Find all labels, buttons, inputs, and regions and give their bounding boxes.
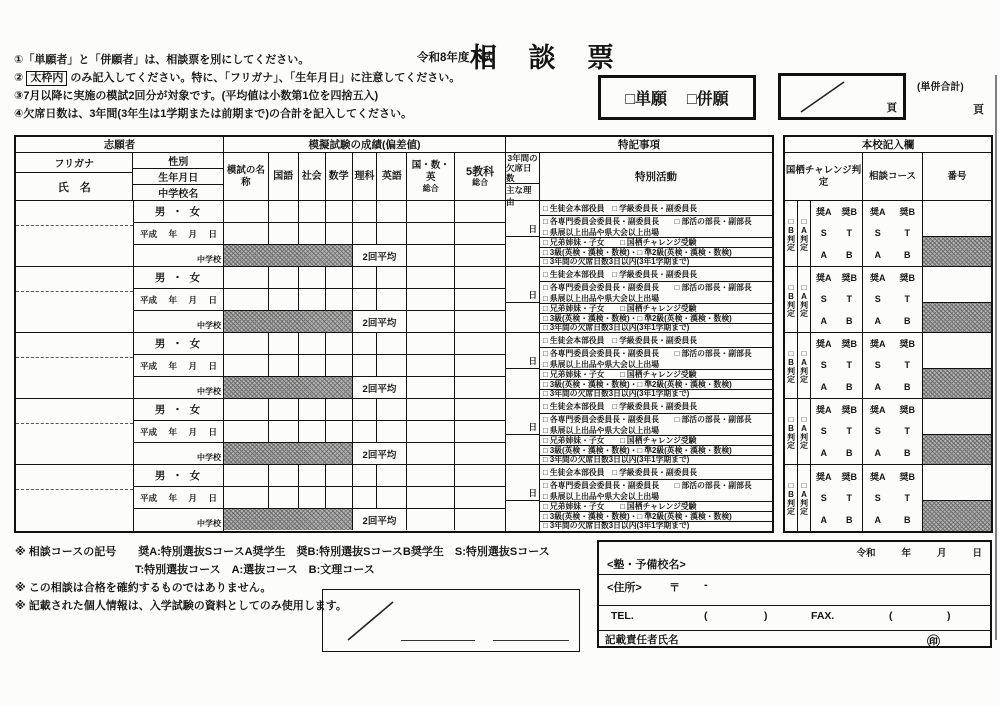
- instruction-line-2: ② 太枠内 のみ記入してください。特に、「フリガナ」、「生年月日」に注意してください。: [14, 72, 461, 84]
- checklist-item[interactable]: □ 各専門委員会委員長・副委員長 □ 部活の部長・副部長: [543, 217, 752, 226]
- challenge-judgement-options[interactable]: 奨A 奨B S T A B: [811, 201, 863, 266]
- a-judgement-checkbox[interactable]: □A判定: [798, 267, 811, 332]
- mock-score-cell[interactable]: [269, 421, 299, 442]
- mock-exam-section-header: 模擬試験の成績(偏差値): [224, 137, 506, 152]
- postal-mark: 〒: [669, 582, 680, 594]
- b-judgement-checkbox[interactable]: □B判定: [785, 333, 798, 398]
- furigana-header: フリガナ: [16, 153, 132, 173]
- mock-score-cell[interactable]: [353, 421, 378, 442]
- mock-score-cell[interactable]: [326, 267, 353, 288]
- mock-score-cell[interactable]: [299, 421, 326, 442]
- day-unit-label: 日: [528, 224, 537, 234]
- cram-school-name-field[interactable]: <塾・予備校名>: [607, 559, 686, 571]
- mock-score-cell[interactable]: [407, 201, 455, 222]
- school-use-row: [785, 333, 991, 399]
- mock-score-cell[interactable]: [377, 355, 407, 376]
- day-unit-label: 日: [528, 422, 537, 432]
- slash-mark: [781, 76, 903, 117]
- mock-score-cell[interactable]: [269, 355, 299, 376]
- blank-underline[interactable]: [493, 640, 569, 641]
- gender-select-cell[interactable]: 男 ・ 女: [134, 333, 223, 355]
- applicant-row: [16, 399, 772, 465]
- era-label: 平成: [140, 426, 158, 437]
- mock-name-cell[interactable]: [224, 487, 269, 508]
- checklist-item[interactable]: □ 県展以上出品や県大会以上出場: [543, 360, 660, 369]
- birthdate-cell[interactable]: 平成 年 月 日: [134, 487, 223, 509]
- mock-score-cell[interactable]: [353, 201, 378, 222]
- mock-score-cell[interactable]: [269, 201, 299, 222]
- instruction-line-1: ①「単願者」と「併願者」は、相談票を別にしてください。: [14, 54, 310, 66]
- day-unit-label: 日: [528, 488, 537, 498]
- footnote-course-legend: ※ 相談コースの記号 奨A:特別選抜SコースA奨学生 奨B:特別選抜SコースB奨学生 S:特別選抜Sコース: [15, 546, 550, 558]
- hatched-cell: [224, 377, 353, 398]
- checklist-item[interactable]: □ 3年間の欠席日数3日以内(3年1学期まで): [543, 324, 690, 332]
- checklist-item[interactable]: □ 兄弟姉妹・子女 □ 国栖チャレンジ受験: [540, 436, 772, 446]
- mock-score-cell[interactable]: [299, 223, 326, 244]
- average-score-cell[interactable]: [455, 443, 505, 464]
- special-activities-checklist: [540, 399, 772, 464]
- mock-score-cell[interactable]: [299, 487, 326, 508]
- school-use-row: [785, 201, 991, 267]
- mock-name-cell[interactable]: [224, 289, 269, 310]
- school-use-section-header: 本校記入欄: [861, 139, 915, 151]
- school-suffix-label: 中学校: [197, 321, 221, 330]
- instruction-line-4: ④欠席日数は、3年間(3年生は1学期または前期まで)の合計を記入してください。: [14, 108, 412, 120]
- heigan-checkbox[interactable]: □併願: [687, 91, 729, 108]
- average-score-cell[interactable]: [407, 443, 455, 464]
- mock-score-cell[interactable]: [299, 465, 326, 486]
- fax-field[interactable]: FAX.: [811, 610, 835, 622]
- birthdate-cell[interactable]: 平成 年 月 日: [134, 223, 223, 245]
- tel-field[interactable]: TEL.: [611, 610, 634, 622]
- checklist-item[interactable]: □ 生徒会本部役員 □ 学級委員長・副委員長: [540, 333, 772, 348]
- number-cell[interactable]: [923, 333, 991, 369]
- page-title: 相 談 票: [470, 43, 627, 73]
- applicant-name-cell[interactable]: [16, 399, 134, 464]
- school-use-rows: [785, 201, 991, 531]
- main-reason-header: 主な理由: [506, 185, 532, 207]
- checklist-item[interactable]: □ 兄弟姉妹・子女 □ 国栖チャレンジ受験: [540, 304, 772, 314]
- number-cell[interactable]: [923, 267, 991, 303]
- footnote-course-legend-2: T:特別選抜コース A:選抜コース B:文理コース: [135, 564, 375, 576]
- absence-reason-cell[interactable]: [506, 303, 539, 332]
- school-name-cell[interactable]: [134, 245, 223, 266]
- exam-year-label: 令和8年度入試: [417, 52, 493, 64]
- applicant-table: [14, 135, 774, 533]
- mock-score-cell[interactable]: [407, 333, 455, 354]
- mock-score-cell[interactable]: [407, 465, 455, 486]
- a-judgement-checkbox[interactable]: □A判定: [798, 465, 811, 531]
- hatched-cell: [923, 501, 991, 531]
- special-activities-checklist: [540, 465, 772, 531]
- mock-score-cell[interactable]: [407, 421, 455, 442]
- era-label: 平成: [140, 492, 158, 503]
- mock-score-cell[interactable]: [377, 487, 407, 508]
- special-activities-checklist: [540, 333, 772, 398]
- a-judgement-checkbox[interactable]: □A判定: [798, 201, 811, 266]
- b-judgement-checkbox[interactable]: □B判定: [785, 399, 798, 464]
- furigana-divider: [16, 357, 133, 358]
- mock-name-cell[interactable]: [224, 399, 269, 420]
- applicant-name-cell[interactable]: [16, 465, 134, 531]
- mock-score-cell[interactable]: [326, 421, 353, 442]
- applicant-name-cell[interactable]: [16, 267, 134, 332]
- mock-score-cell[interactable]: [353, 465, 378, 486]
- checklist-item[interactable]: □ 県展以上出品や県大会以上出場: [543, 294, 660, 303]
- subject-header-english: 英語: [377, 153, 407, 200]
- a-judgement-checkbox[interactable]: □A判定: [798, 333, 811, 398]
- school-name-cell[interactable]: [134, 377, 223, 398]
- absence-days-cell[interactable]: [506, 201, 539, 237]
- special-activities-checklist: [540, 267, 772, 332]
- number-cell[interactable]: [923, 399, 991, 435]
- consult-course-options[interactable]: 奨A 奨B S T A B: [863, 333, 923, 398]
- mock-score-cell[interactable]: [353, 223, 378, 244]
- mock-name-cell[interactable]: [224, 355, 269, 376]
- checklist-item[interactable]: □ 生徒会本部役員 □ 学級委員長・副委員長: [540, 399, 772, 414]
- blank-underline[interactable]: [401, 640, 475, 641]
- mock-score-cell[interactable]: [299, 201, 326, 222]
- mock-score-cell[interactable]: [455, 333, 505, 354]
- mock-score-cell[interactable]: [407, 289, 455, 310]
- mock-score-cell[interactable]: [299, 289, 326, 310]
- mock-score-cell[interactable]: [326, 223, 353, 244]
- consult-course-options[interactable]: 奨A 奨B S T A B: [863, 201, 923, 266]
- gender-header: 性別: [133, 153, 223, 169]
- applicant-rows: [16, 201, 772, 531]
- school-suffix-label: 中学校: [197, 519, 221, 528]
- absence-days-cell[interactable]: [506, 267, 539, 303]
- absence-days-header: 3年間の 欠席日数: [506, 153, 538, 183]
- mock-score-cell[interactable]: [407, 223, 455, 244]
- mock-score-cell[interactable]: [299, 355, 326, 376]
- mock-score-cell[interactable]: [269, 223, 299, 244]
- hatched-cell: [224, 509, 353, 530]
- school-use-row: [785, 465, 991, 531]
- consult-course-options[interactable]: 奨A 奨B S T A B: [863, 465, 923, 531]
- birthdate-cell[interactable]: 平成 年 月 日: [134, 355, 223, 377]
- mock-name-header: 模試の名称: [224, 153, 269, 200]
- gender-select-cell[interactable]: 男 ・ 女: [134, 465, 223, 487]
- name-header: 氏 名: [57, 181, 91, 194]
- school-name-cell[interactable]: [134, 311, 223, 332]
- applicant-row: [16, 333, 772, 399]
- day-unit-label: 日: [528, 356, 537, 366]
- mock-score-grid: [224, 201, 506, 266]
- combined-total-label: (単併合計): [917, 82, 964, 93]
- furigana-divider: [16, 489, 133, 490]
- applicant-row: [16, 267, 772, 333]
- average-score-cell[interactable]: [455, 311, 505, 332]
- hatched-cell: [923, 435, 991, 464]
- mock-score-cell[interactable]: [455, 399, 505, 420]
- hatched-cell: [923, 237, 991, 266]
- furigana-divider: [16, 225, 133, 226]
- footnote-privacy: ※ 記載された個人情報は、入学試験の資料としてのみ使用します。: [15, 600, 347, 612]
- average-label-cell: 2回平均: [353, 311, 408, 332]
- mock-score-grid: [224, 399, 506, 464]
- consult-course-options[interactable]: 奨A 奨B S T A B: [863, 399, 923, 464]
- special-activities-checklist: [540, 201, 772, 266]
- subject-header-science: 理科: [353, 153, 378, 200]
- checklist-item[interactable]: □ 兄弟姉妹・子女 □ 国栖チャレンジ受験: [540, 238, 772, 248]
- instruction-line-3: ③7月以降に実施の模試2回分が対象です。(平均値は小数第1位を四捨五入): [14, 90, 379, 102]
- challenge-judgement-header: 国栖チャレンジ判定: [785, 153, 863, 200]
- number-cell[interactable]: [923, 465, 991, 501]
- checklist-item[interactable]: □ 兄弟姉妹・子女 □ 国栖チャレンジ受験: [540, 370, 772, 380]
- checklist-item[interactable]: □ 3年間の欠席日数3日以内(3年1学期まで): [543, 522, 690, 530]
- checklist-item[interactable]: □ 各専門委員会委員長・副委員長 □ 部活の部長・副部長: [543, 415, 752, 424]
- applicant-row: [16, 465, 772, 531]
- special-activities-header: 特別活動: [635, 171, 677, 183]
- seal-icon: ㊞: [926, 634, 940, 649]
- b-judgement-checkbox[interactable]: □B判定: [785, 267, 798, 332]
- tandoku-checkbox[interactable]: □単願: [625, 91, 667, 108]
- average-score-cell[interactable]: [407, 509, 455, 530]
- mock-score-cell[interactable]: [326, 465, 353, 486]
- number-header: 番号: [947, 170, 967, 182]
- gender-select-cell[interactable]: 男 ・ 女: [134, 201, 223, 223]
- era-label: 平成: [140, 228, 158, 239]
- gender-select-cell[interactable]: 男 ・ 女: [134, 267, 223, 289]
- mock-score-cell[interactable]: [299, 333, 326, 354]
- era-label: 平成: [140, 360, 158, 371]
- average-label-cell: 2回平均: [353, 245, 408, 266]
- mock-score-cell[interactable]: [377, 399, 407, 420]
- mock-name-cell[interactable]: [224, 223, 269, 244]
- consult-course-options[interactable]: 奨A 奨B S T A B: [863, 267, 923, 332]
- school-suffix-label: 中学校: [197, 387, 221, 396]
- challenge-judgement-options[interactable]: 奨A 奨B S T A B: [811, 399, 863, 464]
- mock-score-cell[interactable]: [353, 487, 378, 508]
- mock-score-cell[interactable]: [353, 399, 378, 420]
- mock-score-cell[interactable]: [455, 223, 505, 244]
- average-score-cell[interactable]: [407, 311, 455, 332]
- mock-score-cell[interactable]: [353, 355, 378, 376]
- mock-score-cell[interactable]: [353, 333, 378, 354]
- responsible-person-field[interactable]: 記載責任者氏名: [605, 634, 679, 646]
- school-name-cell[interactable]: [134, 443, 223, 464]
- mock-score-cell[interactable]: [407, 267, 455, 288]
- applicant-name-cell[interactable]: [16, 201, 134, 266]
- hatched-cell: [923, 303, 991, 332]
- mock-score-cell[interactable]: [377, 223, 407, 244]
- scan-artifact-line: [995, 75, 997, 640]
- mock-score-cell[interactable]: [455, 267, 505, 288]
- mock-score-cell[interactable]: [269, 399, 299, 420]
- mock-score-cell[interactable]: [269, 333, 299, 354]
- challenge-judgement-options[interactable]: 奨A 奨B S T A B: [811, 465, 863, 531]
- mock-score-cell[interactable]: [455, 355, 505, 376]
- checklist-item[interactable]: □ 各専門委員会委員長・副委員長 □ 部活の部長・副部長: [543, 283, 752, 292]
- mock-name-cell[interactable]: [224, 465, 269, 486]
- mock-name-cell[interactable]: [224, 267, 269, 288]
- mock-score-cell[interactable]: [377, 465, 407, 486]
- mock-score-cell[interactable]: [326, 355, 353, 376]
- address-field[interactable]: <住所> 〒 -: [599, 575, 990, 606]
- form-instructions: [14, 51, 460, 123]
- average-label-cell: 2回平均: [353, 377, 408, 398]
- page-unit-label: 頁: [886, 102, 897, 114]
- mock-score-cell[interactable]: [455, 465, 505, 486]
- mock-score-cell[interactable]: [326, 399, 353, 420]
- checklist-item[interactable]: □ 3級(英検・漢検・数検)・□ 準2級(英検・漢検・数検): [540, 248, 772, 258]
- era-label: 平成: [140, 294, 158, 305]
- school-header: 中学校名: [158, 189, 199, 200]
- mock-name-cell[interactable]: [224, 421, 269, 442]
- birthdate-cell[interactable]: 平成 年 月 日: [134, 421, 223, 443]
- mock-score-cell[interactable]: [353, 267, 378, 288]
- mock-score-cell[interactable]: [269, 487, 299, 508]
- checklist-item[interactable]: □ 県展以上出品や県大会以上出場: [543, 228, 660, 237]
- a-judgement-checkbox[interactable]: □A判定: [798, 399, 811, 464]
- mock-score-cell[interactable]: [353, 289, 378, 310]
- bold-frame-note: 太枠内: [26, 71, 67, 86]
- average-score-cell[interactable]: [455, 245, 505, 266]
- checklist-item[interactable]: □ 3級(英検・漢検・数検)・□ 準2級(英検・漢検・数検): [540, 314, 772, 324]
- average-score-cell[interactable]: [455, 509, 505, 530]
- subject-header-social: 社会: [299, 153, 326, 200]
- slash-mark: [323, 590, 423, 650]
- school-use-table: [783, 135, 993, 533]
- mock-score-cell[interactable]: [326, 201, 353, 222]
- mock-score-cell[interactable]: [455, 201, 505, 222]
- checklist-item[interactable]: □ 各専門委員会委員長・副委員長 □ 部活の部長・副部長: [543, 349, 752, 358]
- consult-course-header: 相談コース: [863, 153, 923, 200]
- checklist-item[interactable]: □ 生徒会本部役員 □ 学級委員長・副委員長: [540, 267, 772, 282]
- absence-days-cell[interactable]: [506, 333, 539, 369]
- mock-score-cell[interactable]: [377, 333, 407, 354]
- school-suffix-label: 中学校: [197, 255, 221, 264]
- mock-score-cell[interactable]: [377, 201, 407, 222]
- checklist-item[interactable]: □ 兄弟姉妹・子女 □ 国栖チャレンジ受験: [540, 502, 772, 512]
- absence-reason-cell[interactable]: [506, 237, 539, 266]
- checklist-item[interactable]: □ 3年間の欠席日数3日以内(3年1学期まで): [543, 390, 690, 398]
- number-cell[interactable]: [923, 201, 991, 237]
- page-unit-label: 頁: [973, 104, 984, 116]
- mock-score-cell[interactable]: [326, 487, 353, 508]
- mock-score-cell[interactable]: [299, 267, 326, 288]
- absence-days-cell[interactable]: [506, 465, 539, 501]
- subject-header-math: 数学: [326, 153, 353, 200]
- checklist-item[interactable]: □ 3級(英検・漢検・数検)・□ 準2級(英検・漢検・数検): [540, 512, 772, 522]
- checklist-item[interactable]: □ 3年間の欠席日数3日以内(3年1学期まで): [543, 258, 690, 266]
- mock-score-grid: [224, 267, 506, 332]
- b-judgement-checkbox[interactable]: □B判定: [785, 465, 798, 531]
- checklist-item[interactable]: □ 3級(英検・漢検・数検)・□ 準2級(英検・漢検・数検): [540, 380, 772, 390]
- hatched-cell: [224, 443, 353, 464]
- application-type-box: [598, 75, 756, 120]
- date-field[interactable]: 令和 年 月 日: [856, 548, 982, 559]
- average-label-cell: 2回平均: [353, 509, 408, 530]
- applicant-section-header: 志願者: [16, 137, 224, 152]
- combo3-header: 国・数・英 総合: [407, 153, 455, 200]
- school-use-row: [785, 399, 991, 465]
- school-use-row: [785, 267, 991, 333]
- mock-score-grid: [224, 465, 506, 531]
- absence-reason-cell[interactable]: [506, 369, 539, 398]
- applicant-row: [16, 201, 772, 267]
- average-score-cell[interactable]: [407, 245, 455, 266]
- mock-score-cell[interactable]: [377, 289, 407, 310]
- checklist-item[interactable]: □ 3年間の欠席日数3日以内(3年1学期まで): [543, 456, 690, 464]
- gender-select-cell[interactable]: 男 ・ 女: [134, 399, 223, 421]
- checklist-item[interactable]: □ 各専門委員会委員長・副委員長 □ 部活の部長・副部長: [543, 481, 752, 490]
- mock-score-cell[interactable]: [455, 289, 505, 310]
- mock-name-cell[interactable]: [224, 333, 269, 354]
- mock-score-cell[interactable]: [326, 333, 353, 354]
- mock-score-cell[interactable]: [377, 421, 407, 442]
- checklist-item[interactable]: □ 県展以上出品や県大会以上出場: [543, 426, 660, 435]
- mock-score-cell[interactable]: [269, 267, 299, 288]
- mock-score-cell[interactable]: [269, 465, 299, 486]
- mock-score-cell[interactable]: [455, 421, 505, 442]
- birthdate-header: 生年月日: [133, 169, 223, 185]
- subject-header-japanese: 国語: [269, 153, 299, 200]
- school-name-cell[interactable]: [134, 509, 223, 530]
- mock-score-cell[interactable]: [407, 355, 455, 376]
- mock-score-cell[interactable]: [269, 289, 299, 310]
- mock-name-cell[interactable]: [224, 201, 269, 222]
- average-score-cell[interactable]: [455, 377, 505, 398]
- mock-score-cell[interactable]: [455, 487, 505, 508]
- hatched-cell: [923, 369, 991, 398]
- special-notes-section-header: 特記事項: [618, 139, 660, 151]
- challenge-judgement-options[interactable]: 奨A 奨B S T A B: [811, 333, 863, 398]
- checklist-item[interactable]: □ 県展以上出品や県大会以上出場: [543, 492, 660, 501]
- mock-score-grid: [224, 333, 506, 398]
- mock-score-cell[interactable]: [377, 267, 407, 288]
- checklist-item[interactable]: □ 生徒会本部役員 □ 学級委員長・副委員長: [540, 465, 772, 480]
- applicant-name-cell[interactable]: [16, 333, 134, 398]
- absence-reason-cell[interactable]: [506, 501, 539, 531]
- combo5-header: 5教科 総合: [466, 166, 495, 187]
- school-suffix-label: 中学校: [197, 453, 221, 462]
- b-judgement-checkbox[interactable]: □B判定: [785, 201, 798, 266]
- absence-reason-cell[interactable]: [506, 435, 539, 464]
- hatched-cell: [224, 311, 353, 332]
- average-score-cell[interactable]: [407, 377, 455, 398]
- birthdate-cell[interactable]: 平成 年 月 日: [134, 289, 223, 311]
- furigana-divider: [16, 423, 133, 424]
- mock-score-cell[interactable]: [299, 399, 326, 420]
- checklist-item[interactable]: □ 生徒会本部役員 □ 学級委員長・副委員長: [540, 201, 772, 216]
- footnote-no-guarantee: ※ この相談は合格を確約するものではありません。: [15, 582, 272, 594]
- cram-school-contact-box: 令和 年 月 日 <塾・予備校名> <住所> 〒 - TEL. ( ) FAX. ( ) 記載責任者氏名 ㊞: [597, 540, 992, 648]
- day-unit-label: 日: [528, 290, 537, 300]
- mock-score-cell[interactable]: [407, 399, 455, 420]
- tally-box[interactable]: [322, 589, 580, 652]
- furigana-divider: [16, 291, 133, 292]
- average-label-cell: 2回平均: [353, 443, 408, 464]
- absence-days-cell[interactable]: [506, 399, 539, 435]
- checklist-item[interactable]: □ 3級(英検・漢検・数検)・□ 準2級(英検・漢検・数検): [540, 446, 772, 456]
- mock-score-cell[interactable]: [326, 289, 353, 310]
- page-number-box[interactable]: [778, 73, 906, 120]
- challenge-judgement-options[interactable]: 奨A 奨B S T A B: [811, 267, 863, 332]
- mock-score-cell[interactable]: [407, 487, 455, 508]
- hatched-cell: [224, 245, 353, 266]
